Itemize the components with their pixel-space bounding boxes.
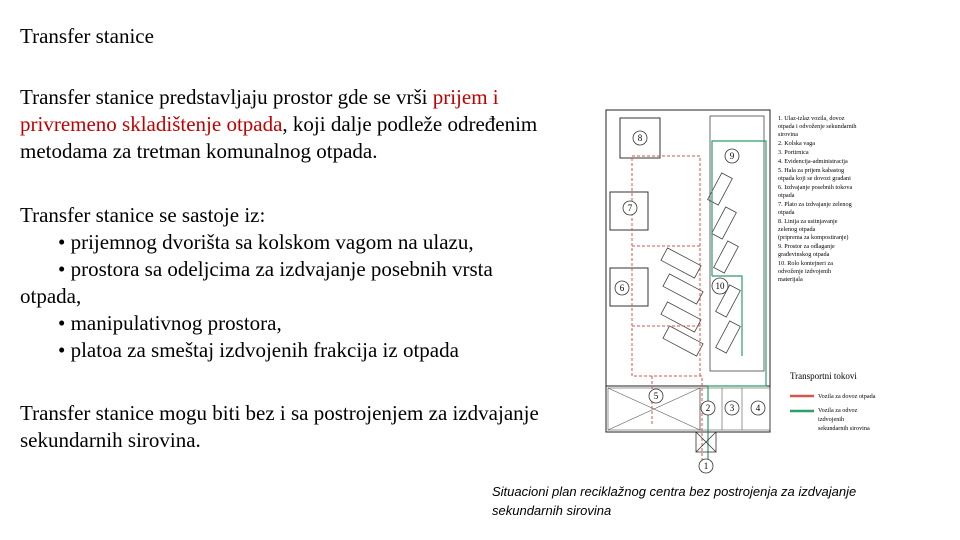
collection-route: [705, 141, 766, 466]
components-intro: Transfer stanice se sastoje iz:: [20, 203, 266, 227]
diagram-legend: [778, 115, 876, 432]
legend-green-label: sekundarnih sirovina: [818, 425, 870, 432]
marker-5-label: 5: [653, 391, 659, 401]
legend-red-label: Vozila za dovoz otpada: [818, 393, 876, 400]
bullet-item: • prostora sa odeljcima za izdvajanje posebnih vrsta: [58, 257, 493, 281]
marker-2-label: 2: [705, 403, 711, 413]
legend-line: 8. Linija za usitnjavanje: [778, 218, 838, 225]
legend-line: 9. Prostor za odlaganje: [778, 243, 835, 250]
legend-line: 6. Izdvajanje posebnih tokova: [778, 184, 853, 191]
bullet-item: • platoa za smeštaj izdvojenih frakcija iz otpada: [58, 338, 459, 362]
intro-text: Transfer stanice predstavljaju prostor gde se vrši: [20, 85, 433, 109]
legend-line: materijala: [778, 276, 803, 283]
legend-line: 3. Portirnica: [778, 149, 809, 156]
legend-line: otpada i odvoženje sekundarnih: [778, 123, 857, 130]
highlighted-text: prijem i privremeno skladištenje otpada: [20, 85, 499, 136]
marker-10-label: 10: [715, 281, 725, 291]
delivery-route: [632, 156, 702, 466]
marker-6-label: 6: [619, 283, 625, 293]
legend-line: otpada koji se dovozi građani: [778, 175, 851, 182]
legend-line: 10. Rolo kontejneri za: [778, 260, 833, 267]
legend-line: sirovina: [778, 131, 798, 138]
legend-line: otpada: [778, 192, 795, 199]
bullet-item: • manipulativnog prostora,: [58, 311, 282, 335]
legend-line: 2. Kolska vaga: [778, 140, 815, 147]
legend-line: građevinskog otpada: [778, 251, 830, 258]
closing-paragraph: Transfer stanice mogu biti bez i sa postrojenjem za izdvajanje sekundarnih sirovina.: [20, 401, 539, 452]
area-5-hatch: [608, 388, 770, 430]
legend-line: 7. Plato za izdvajanje zelenog: [778, 201, 852, 208]
containers: [661, 173, 740, 356]
site-plan-diagram: [592, 96, 902, 481]
legend-green-label: izdvojenih: [818, 416, 845, 423]
diagram-caption: Situacioni plan reciklažnog centra bez postrojenja za izdvajanje sekundarnih sirovina: [492, 484, 857, 518]
legend-line: zelenog otpada: [778, 226, 816, 233]
marker-1-label: 1: [703, 461, 709, 471]
marker-3-label: 3: [729, 403, 735, 413]
legend-line: 5. Hala za prijem kabastog: [778, 167, 845, 174]
legend-line: otpada: [778, 209, 795, 216]
slide-title: Transfer stanice: [20, 24, 154, 48]
bullet-item-continued: otpada,: [20, 284, 82, 308]
components-paragraph: [20, 202, 590, 364]
intro-paragraph: [20, 84, 590, 165]
legend-line: 1. Ulaz-izlaz vozila, dovoz: [778, 115, 845, 122]
legend-green-label: Vozila za odvoz: [818, 407, 858, 414]
intro-text-end: , koji dalje podleže određenim metodama za tretman komunalnog otpada.: [20, 112, 538, 163]
entry-gate: [696, 432, 716, 452]
marker-7-label: 7: [627, 203, 633, 213]
marker-4-label: 4: [755, 403, 761, 413]
marker-9-label: 9: [729, 151, 735, 161]
legend-line: 4. Evidencija-administracija: [778, 158, 848, 165]
legend-line: (priprema za kompostiranje): [778, 234, 849, 241]
bullet-item: • prijemnog dvorišta sa kolskom vagom na ulazu,: [58, 230, 474, 254]
marker-8-label: 8: [637, 133, 643, 143]
legend-line: odvoženje izdvojenih: [778, 268, 832, 275]
legend-title: Transportni tokovi: [790, 371, 857, 381]
